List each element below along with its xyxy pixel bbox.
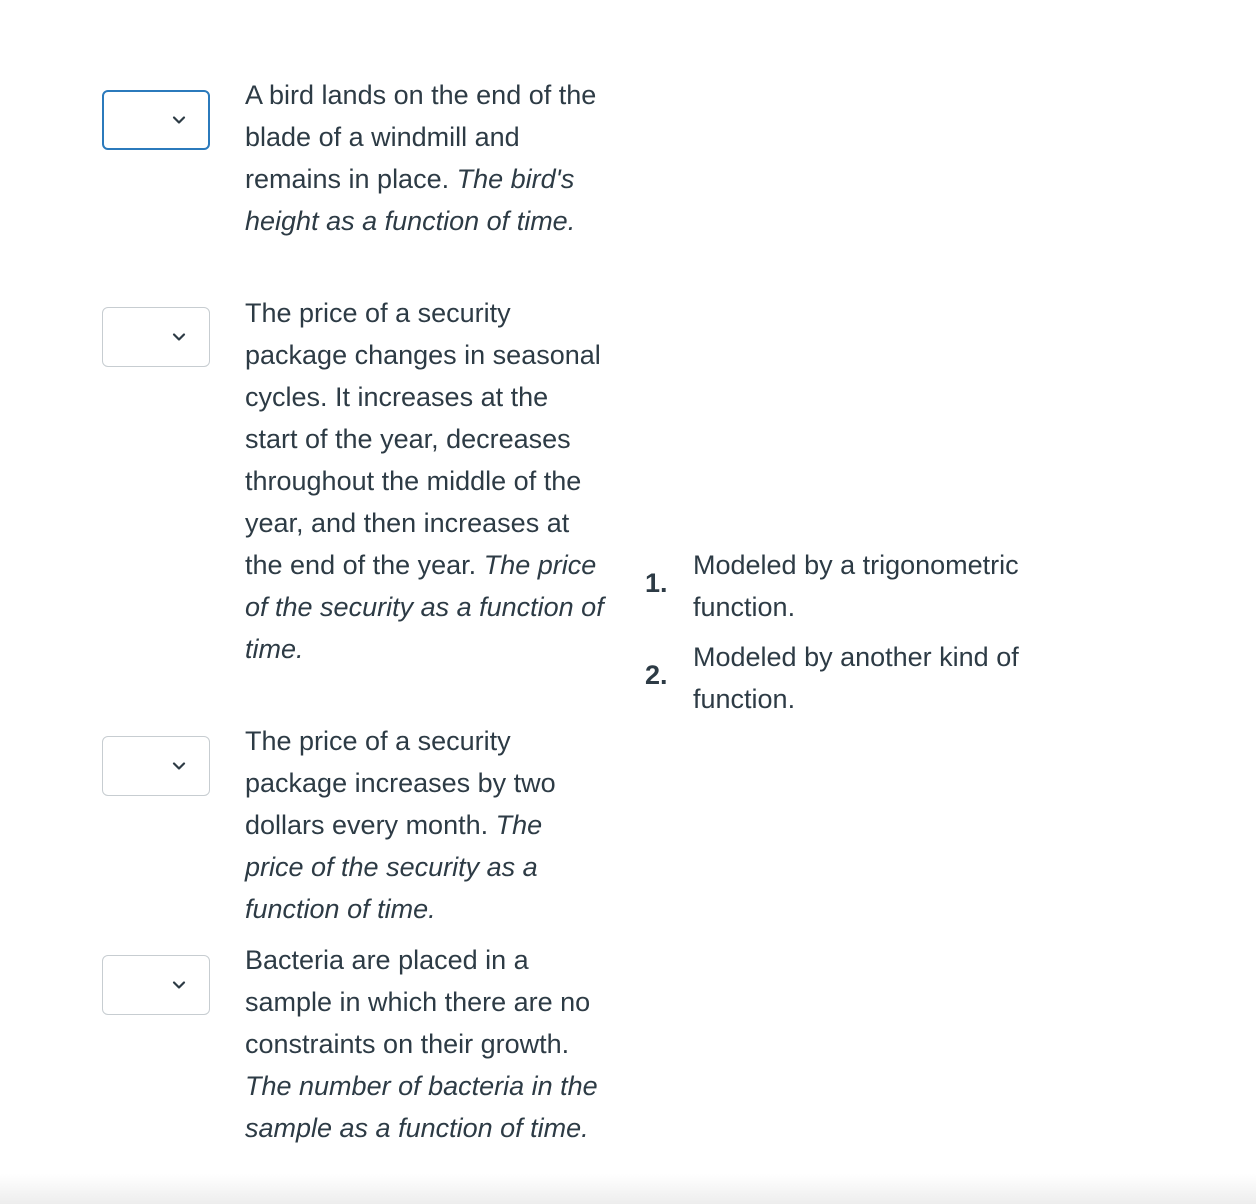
match-dropdown-4[interactable] [102, 955, 210, 1015]
prompt-2-question: The price of the security as a function of time. [245, 550, 604, 664]
match-dropdown-2[interactable] [102, 307, 210, 367]
chevron-down-icon [169, 327, 189, 347]
answer-text: Modeled by a trigonometric function. [693, 550, 1019, 622]
match-dropdown-1[interactable] [102, 90, 210, 150]
prompt-3 [245, 720, 605, 930]
answer-item-2 [640, 636, 1080, 728]
answer-number: 1. [645, 568, 668, 598]
prompt-3-question: The price of the security as a function of time. [245, 810, 543, 924]
answer-text: Modeled by another kind of function. [693, 642, 1019, 714]
chevron-down-icon [169, 756, 189, 776]
prompt-4 [245, 939, 605, 1149]
prompt-1-question: The bird's height as a function of time. [245, 164, 576, 236]
chevron-down-icon [169, 110, 189, 130]
answer-number: 2. [645, 660, 668, 690]
chevron-down-icon [169, 975, 189, 995]
prompt-4-text: Bacteria are placed in a sample in which there are no constraints on their growth. [245, 945, 591, 1059]
prompt-4-question: The number of bacteria in the sample as a function of time. [245, 1071, 598, 1143]
answer-item-1 [640, 544, 1080, 636]
match-dropdown-3[interactable] [102, 736, 210, 796]
prompt-2 [245, 292, 605, 670]
prompt-1-text: A bird lands on the end of the blade of a windmill and remains in place. [245, 80, 597, 194]
prompt-3-text: The price of a security package increases by two dollars every month. [245, 726, 556, 840]
prompt-1 [245, 74, 605, 242]
answer-list [640, 544, 1080, 728]
prompt-2-text: The price of a security package changes in seasonal cycles. It increases at the start of the year, decreases throughout the middle of the year, and then increases at the end of the year. [245, 298, 601, 580]
bottom-shadow [0, 1174, 1256, 1204]
